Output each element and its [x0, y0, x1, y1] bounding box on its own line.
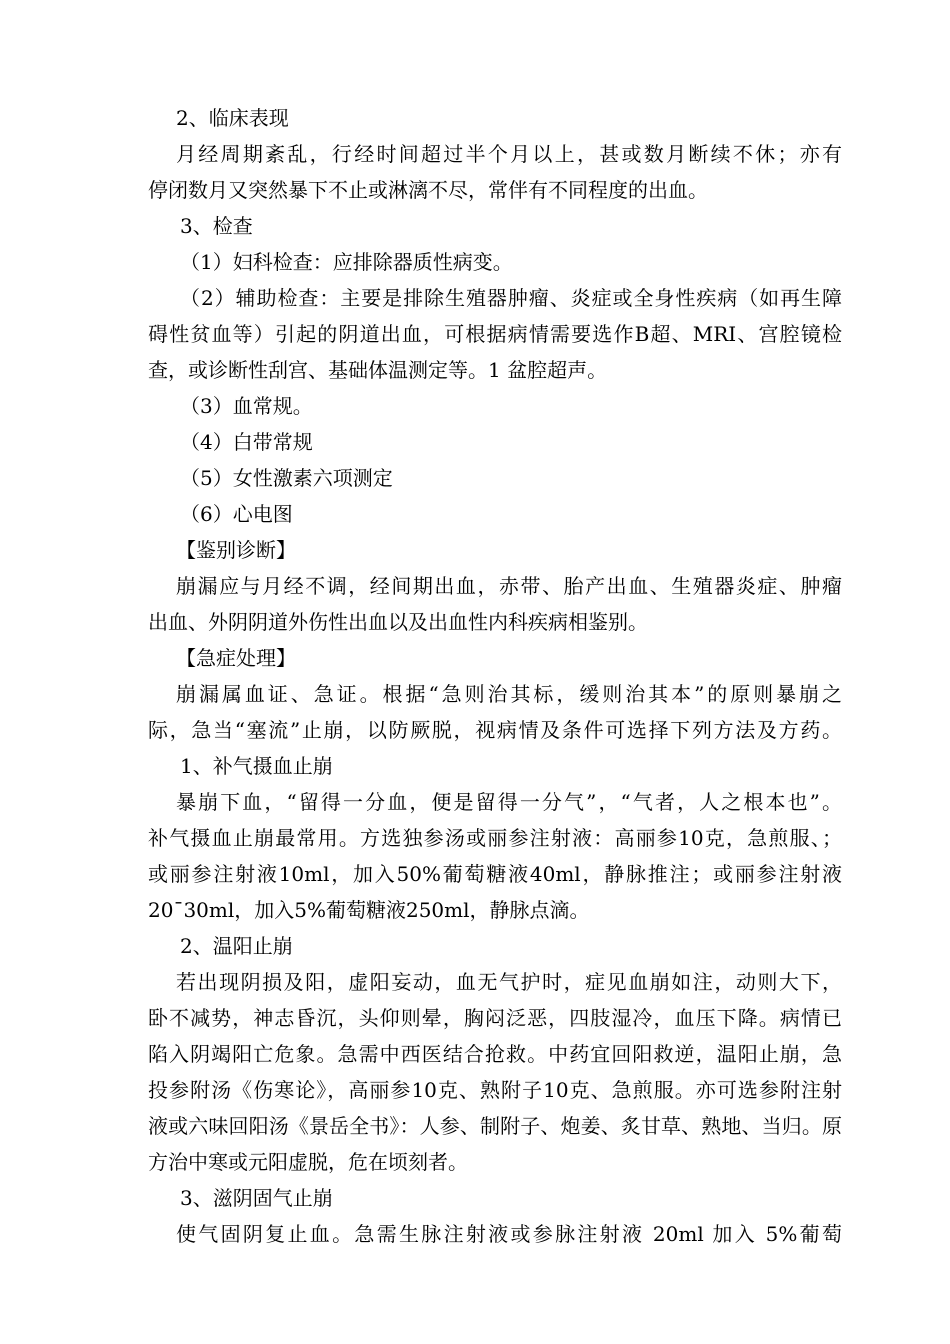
- paragraph-line: 使气固阴复止血。急需生脉注射液或参脉注射液 20ml 加入 5%葡萄: [176, 1222, 842, 1246]
- list-item: （5）女性激素六项测定: [180, 466, 393, 490]
- paragraph-line: 查，或诊断性刮宫、基础体温测定等。1 盆腔超声。: [148, 358, 608, 382]
- paragraph-line: 暴崩下血，“留得一分血，便是留得一分气”，“气者，人之根本也”。: [176, 790, 842, 814]
- heading-method-3: 3、滋阴固气止崩: [180, 1186, 333, 1210]
- paragraph-line: 20¯30ml，加入5%葡萄糖液250ml，静脉点滴。: [148, 898, 590, 922]
- heading-differential-diagnosis: 【鉴别诊断】: [176, 538, 296, 562]
- paragraph-line: 际，急当“塞流”止崩，以防厥脱，视病情及条件可选择下列方法及方药。: [148, 718, 842, 742]
- heading-method-1: 1、补气摄血止崩: [180, 754, 333, 778]
- heading-clinical-manifestation: 2、临床表现: [176, 106, 289, 130]
- list-item: （6）心电图: [180, 502, 293, 526]
- paragraph-line: 月经周期紊乱，行经时间超过半个月以上，甚或数月断续不休；亦有: [176, 142, 842, 166]
- list-item: （1）妇科检查：应排除器质性病变。: [180, 250, 513, 274]
- list-item: （4）白带常规: [180, 430, 313, 454]
- paragraph-line: 液或六味回阳汤《景岳全书》：人参、制附子、炮姜、炙甘草、熟地、当归。原: [148, 1114, 842, 1138]
- paragraph-line: 卧不减势，神志昏沉，头仰则晕，胸闷泛恶，四肢湿冷，血压下降。病情已: [148, 1006, 842, 1030]
- paragraph-line: 崩漏属血证、急证。根据“急则治其标，缓则治其本”的原则暴崩之: [176, 682, 842, 706]
- heading-emergency-treatment: 【急症处理】: [176, 646, 296, 670]
- paragraph-line: 补气摄血止崩最常用。方选独参汤或丽参注射液：高丽参10克，急煎服、；: [148, 826, 842, 850]
- paragraph-line: 或丽参注射液10ml，加入50%葡萄糖液40ml，静脉推注；或丽参注射液: [148, 862, 842, 886]
- paragraph-line: 若出现阴损及阳，虚阳妄动，血无气护时，症见血崩如注，动则大下，: [176, 970, 842, 994]
- heading-examination: 3、检查: [180, 214, 253, 238]
- paragraph-line: 崩漏应与月经不调，经间期出血，赤带、胎产出血、生殖器炎症、肿瘤: [176, 574, 842, 598]
- list-item: （3）血常规。: [180, 394, 313, 418]
- paragraph-line: 出血、外阴阴道外伤性出血以及出血性内科疾病相鉴别。: [148, 610, 648, 634]
- paragraph-line: 停闭数月又突然暴下不止或淋漓不尽，常伴有不同程度的出血。: [148, 178, 708, 202]
- list-item: （2）辅助检查：主要是排除生殖器肿瘤、炎症或全身性疾病（如再生障: [180, 286, 842, 310]
- paragraph-line: 碍性贫血等）引起的阴道出血，可根据病情需要选作B超、MRI、宫腔镜检: [148, 322, 842, 346]
- paragraph-line: 投参附汤《伤寒论》，高丽参10克、熟附子10克、急煎服。亦可选参附注射: [148, 1078, 842, 1102]
- paragraph-line: 方治中寒或元阳虚脱，危在顷刻者。: [148, 1150, 468, 1174]
- paragraph-line: 陷入阴竭阳亡危象。急需中西医结合抢救。中药宜回阳救逆，温阳止崩，急: [148, 1042, 842, 1066]
- heading-method-2: 2、温阳止崩: [180, 934, 293, 958]
